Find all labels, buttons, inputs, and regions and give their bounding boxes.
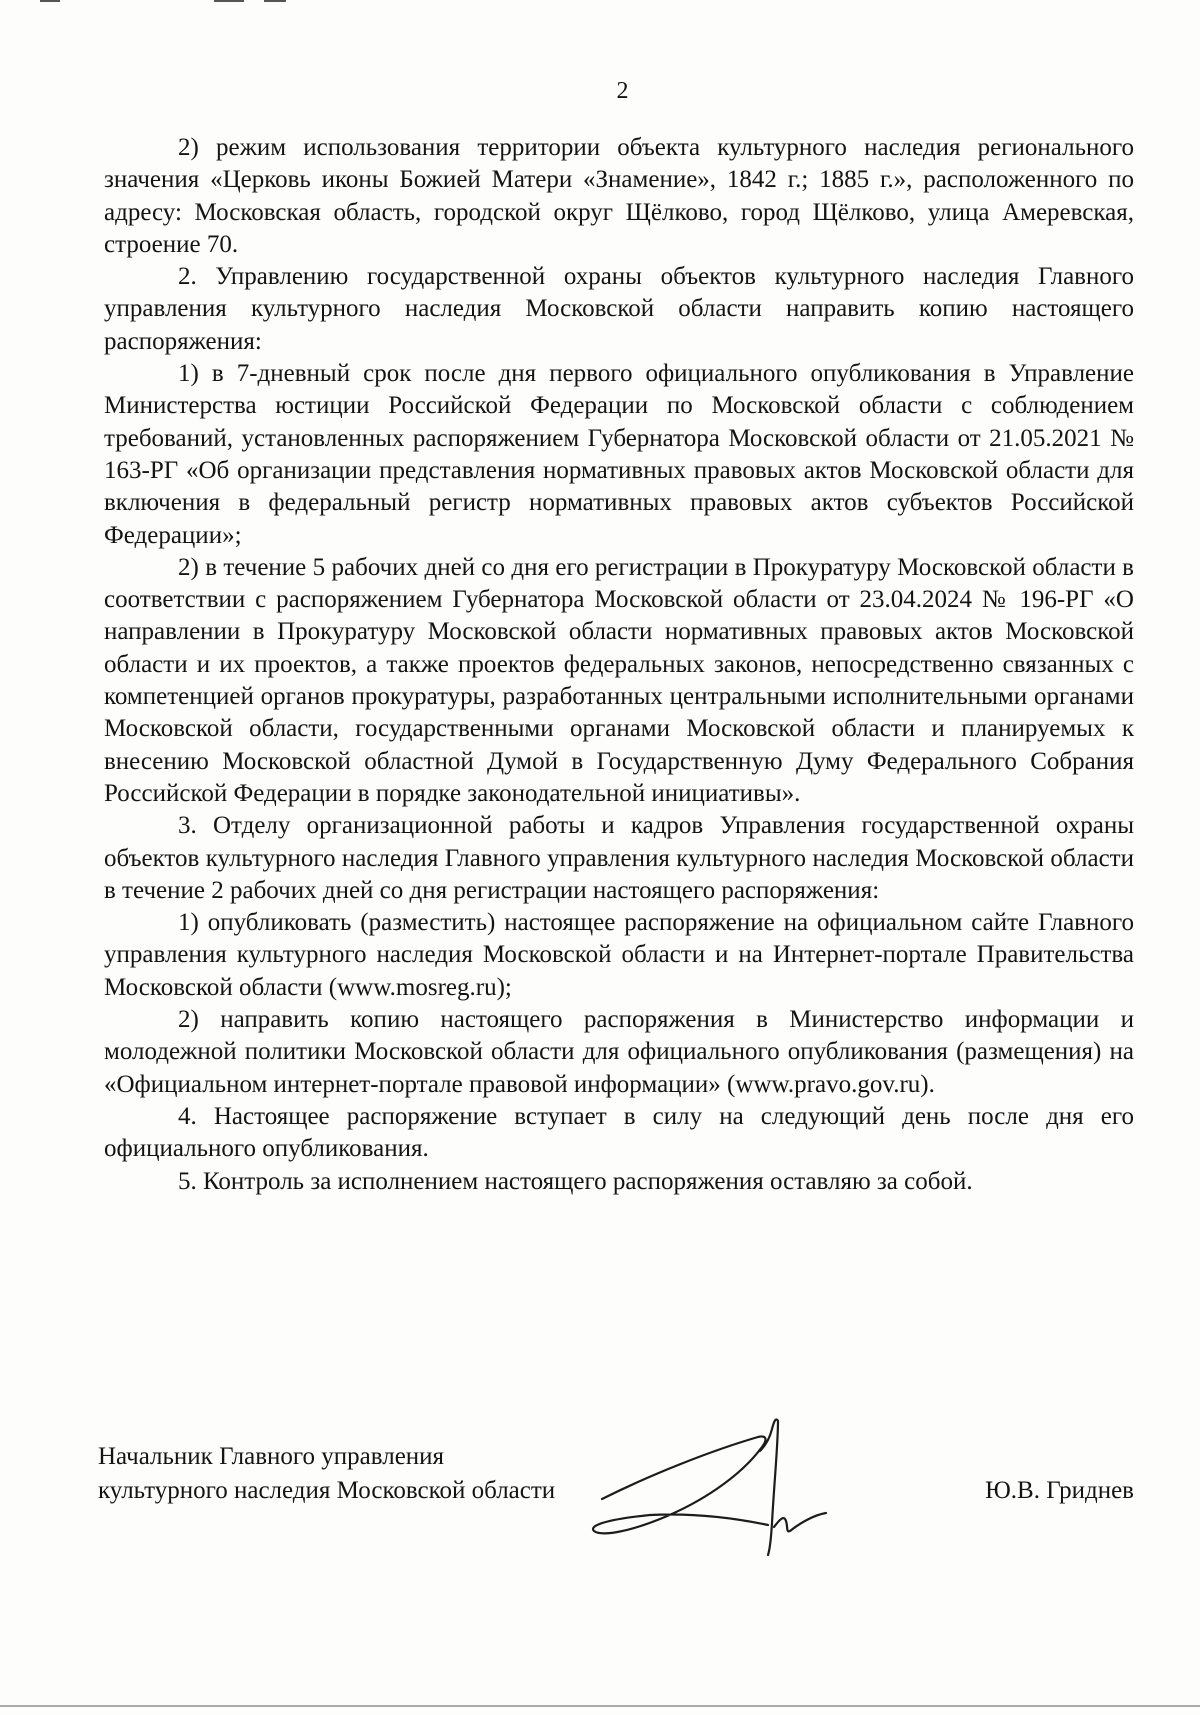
scan-edge-marks <box>0 0 300 4</box>
paragraph-item-2: 2. Управлению государственной охраны объектов культурного наследия Главного управления культурного наследия Московской области направить копию настоящего распоряжения: <box>104 263 1134 355</box>
paragraph-item-2-1: 1) в 7-дневный срок после дня первого официального опубликования в Управление Министерства юстиции Российской Федерации по Московской области с соблюдением требований, установленных распоряжением Губернатора Московской области от 21.05.2021 № 163-РГ «Об организации представления нормативных правовых актов Московской области для включения в федеральный регистр нормативных правовых актов субъектов Российской Федерации»; <box>104 360 1134 549</box>
handwritten-signature-icon <box>590 1415 880 1560</box>
signatory-title-line-2: культурного наследия Московской области <box>98 1477 556 1504</box>
paragraph-item-3-2: 2) направить копию настоящего распоряжения в Министерство информации и молодежной политики Московской области для официального опубликования (размещения) на «Официальном интернет-портале правовой информации» (www.pravo.gov.ru). <box>104 1006 1134 1098</box>
paragraph-item-2-2: 2) в течение 5 рабочих дней со дня его регистрации в Прокуратуру Московской области в соответствии с распоряжением Губернатора Московской области от 23.04.2024 № 196-РГ «О направлении в Прокуратуру Московской области нормативных правовых актов Московской области и их проектов, а также проектов федеральных законов, непосредственно связанных с компетенцией органов прокуратуры, разработанных центральными исполнительными органами Московской области, государственными органами Московской области и планируемых к внесению Московской областной Думой в Государственную Думу Федерального Собрания Российской Федерации в порядке законодательной инициативы». <box>104 553 1134 807</box>
page-number: 2 <box>616 78 629 104</box>
paragraph-item-4: 4. Настоящее распоряжение вступает в силу на следующий день после дня его официального опубликования. <box>104 1102 1134 1163</box>
document-body <box>104 132 1134 1198</box>
signatory-title-line-1: Начальник Главного управления <box>98 1443 445 1470</box>
signatory-name: Ю.В. Гриднев <box>985 1477 1134 1504</box>
paragraph-item-3: 3. Отделу организационной работы и кадров Управления государственной охраны объектов культурного наследия Главного управления культурного наследия Московской области в течение 2 рабочих дней со дня регистрации настоящего распоряжения: <box>104 812 1134 904</box>
paragraph-item-3-1: 1) опубликовать (разместить) настоящее распоряжение на официальном сайте Главного управления культурного наследия Московской области и на Интернет-портале Правительства Московской области (www.mosreg.ru); <box>104 909 1134 1001</box>
paragraph-territory-use: 2) режим использования территории объекта культурного наследия регионального значения «Церковь иконы Божией Матери «Знамение», 1842 г.; 1885 г.», расположенного по адресу: Московская область, городской округ Щёлково, город Щёлково, улица Амеревская, строение 70. <box>104 134 1134 258</box>
paragraph-item-5: 5. Контроль за исполнением настоящего распоряжения оставляю за собой. <box>178 1167 973 1195</box>
signatory-title <box>98 1440 555 1508</box>
scan-bottom-edge <box>0 1705 1200 1707</box>
